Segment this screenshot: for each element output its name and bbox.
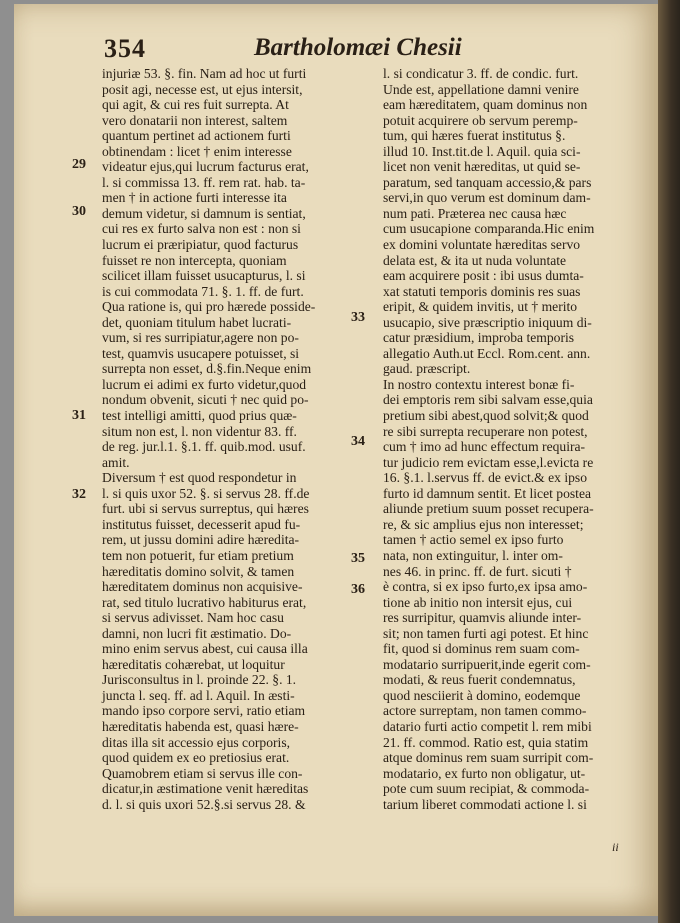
text-line: l. si commissa 13. ff. rem rat. hab. ta-	[102, 174, 306, 190]
text-line: mino enim servus abest, cui causa illa	[102, 641, 308, 657]
margin-number-31: 31	[72, 408, 86, 423]
text-line: delata est, & ita ut nuda voluntate	[383, 252, 567, 268]
text-line: modatario surripuerit,inde egerit com-	[383, 656, 591, 672]
text-line: catur præsidium, improba temporis	[383, 330, 575, 346]
text-line: ex domini voluntate hæreditas servo	[383, 237, 581, 253]
text-line: furto id damnum sentit. Et licet postea	[383, 485, 592, 501]
text-line: tamen † actio semel ex ipso furto	[383, 532, 564, 548]
left-text-column	[102, 66, 364, 812]
text-line: allegatio Auth.ut Eccl. Rom.cent. ann.	[383, 345, 591, 361]
text-line: men † in actione furti interesse ita	[102, 190, 287, 206]
right-text-column	[383, 66, 651, 812]
text-line: fuisset re non intercepta, quoniam	[102, 252, 287, 268]
text-line: nes 46. in princ. ff. de furt. sicuti †	[383, 563, 572, 579]
text-line: è contra, si ex ipso furto,ex ipsa amo-	[383, 579, 588, 595]
text-line: eam hæreditatem, quam dominus non	[383, 97, 588, 113]
text-line: test intelligi amitti, quod prius quæ-	[102, 408, 297, 424]
text-line: potuit acquirere ob servum peremp-	[383, 112, 578, 128]
text-line: cum † imo ad hunc effectum requira-	[383, 439, 586, 455]
margin-number-32: 32	[72, 487, 86, 502]
text-line: quod nesciierit à domino, eodemque	[383, 687, 581, 703]
margin-number-36: 36	[351, 582, 365, 597]
text-line: cui res ex furto salva non est : non si	[102, 221, 301, 237]
text-line: cum usucapione comparanda.Hic enim	[383, 221, 595, 237]
text-line: re, & sic amplius ejus non interesset;	[383, 516, 584, 532]
text-line: paratum, sed tanquam accessio,& pars	[383, 174, 592, 190]
text-line: In nostro contextu interest bonæ fi-	[383, 376, 575, 392]
text-line: obtinendam : licet † enim interesse	[102, 143, 292, 159]
running-title: Bartholomæi Chesii	[254, 34, 462, 61]
text-line: pretium sibi abest,quod solvit;& quod	[383, 408, 589, 424]
text-line: re sibi surrepta recuperare non potest,	[383, 423, 588, 439]
text-line: det, quoniam titulum habet lucrati-	[102, 314, 292, 330]
text-line: institutus fuisset, decesserit apud fu-	[102, 516, 301, 532]
text-line: modati, & reus fuerit condemnatus,	[383, 672, 576, 688]
margin-number-29: 29	[72, 157, 86, 172]
text-line: illud 10. Inst.tit.de l. Aquil. quia sci-	[383, 143, 581, 159]
text-line: test, quamvis usucapere potuisset, si	[102, 345, 300, 361]
text-line: d. l. si quis uxori 52.§.si servus 28. &	[102, 796, 306, 812]
text-line: Unde est, appellatione damni venire	[383, 81, 579, 97]
text-line: de reg. jur.l.1. §.1. ff. quib.mod. usuf.	[102, 439, 306, 455]
text-line: modatario, ex furto non obligatur, ut-	[383, 765, 586, 781]
text-line: sit; non tamen furti agi potest. Et hinc	[383, 625, 589, 641]
text-line: quod quidem ex eo pretiosius erat.	[102, 750, 290, 766]
text-line: rat, sed titulo lucrativo habiturus erat,	[102, 594, 307, 610]
text-line: licet non venit hæreditas, ut quid se-	[383, 159, 581, 175]
text-line: si servus adivisset. Nam hoc casu	[102, 610, 284, 626]
text-line: l. si condicatur 3. ff. de condic. furt.	[383, 66, 579, 81]
text-line: Quamobrem etiam si servus ille con-	[102, 765, 303, 781]
text-line: hæreditatis cohærebat, ut loquitur	[102, 656, 285, 672]
text-line: nata, non extinguitur, l. inter om-	[383, 547, 563, 563]
text-line: juncta l. seq. ff. ad l. Aquil. In æsti-	[102, 687, 295, 703]
text-line: furt. ubi si servus surreptus, qui hæres	[102, 501, 309, 517]
text-line: tem non potuerit, fur etiam pretium	[102, 547, 294, 563]
page-number: 354	[104, 34, 146, 63]
text-line: tum, qui hæres fuerat institutus §.	[383, 128, 566, 144]
text-line: Qua ratione is, qui pro hærede posside-	[102, 299, 316, 315]
text-line: nondum obvenit, sicuti † nec quid po-	[102, 392, 309, 408]
text-line: Diversum † est quod respondetur in	[102, 470, 297, 486]
text-line: fit, quod si dominus rem suam com-	[383, 641, 580, 657]
text-line: pote cum suum recipiat, & commoda-	[383, 781, 590, 797]
text-line: tur judicio rem evictam esse,l.evicta re	[383, 454, 594, 470]
text-line: posit agi, necesse est, ut ejus intersit,	[102, 81, 303, 97]
text-line: mando ipso corpore servi, ratio etiam	[102, 703, 306, 719]
text-line: xat statuti temporis dominis res suas	[383, 283, 581, 299]
text-line: situm non est, l. non videntur 83. ff.	[102, 423, 297, 439]
text-line: rem, ut jussu domini adire hæredita-	[102, 532, 300, 548]
text-line: is cui commodata 71. §. 1. ff. de furt.	[102, 283, 304, 299]
margin-number-34: 34	[351, 434, 365, 449]
catchword: ii	[612, 840, 619, 854]
text-line: quantum pertinet ad actionem furti	[102, 128, 291, 144]
text-line: dicatur,in æstimatione venit hæreditas	[102, 781, 309, 797]
text-line: hæreditatis habenda est, quasi hære-	[102, 718, 299, 734]
text-line: dei emptoris rem sibi salvam esse,quia	[383, 392, 593, 408]
text-line: videatur ejus,qui lucrum facturus erat,	[102, 159, 309, 175]
text-line: surrepta non esset, d.§.fin.Neque enim	[102, 361, 312, 377]
text-line: lucrum ei adimi ex furto videtur,quod	[102, 376, 307, 392]
text-line: amit.	[102, 454, 130, 470]
text-line: Jurisconsultus in l. proinde 22. §. 1.	[102, 672, 297, 688]
text-line: hæreditatis domino solvit, & tamen	[102, 563, 295, 579]
text-line: eam acquirere posit : ibi usus dumta-	[383, 268, 584, 284]
text-line: gaud. præscript.	[383, 361, 471, 377]
text-line: l. si quis uxor 52. §. si servus 28. ff.de	[102, 485, 310, 501]
text-line: tarium liberet commodati actione l. si	[383, 796, 587, 812]
text-line: vum, si res surripiatur,agere non po-	[102, 330, 299, 346]
text-line: eripit, & quidem invitis, ut † merito	[383, 299, 578, 315]
page-header	[104, 34, 644, 68]
text-line: vero donatarii non interest, saltem	[102, 112, 288, 128]
text-line: ditas illa sit accessio ejus corporis,	[102, 734, 291, 750]
book-spine-edge	[658, 0, 680, 923]
text-line: atque dominus rem suam surripit com-	[383, 750, 594, 766]
text-line: lucrum ei præripiatur, quod facturus	[102, 237, 299, 253]
text-line: datario furti actio competit l. rem mibi	[383, 718, 592, 734]
text-line: damni, non lucri fit æstimatio. Do-	[102, 625, 292, 641]
text-line: hæreditatem dominus non acquisive-	[102, 579, 303, 595]
text-line: aliunde pretium suum posset recupera-	[383, 501, 594, 517]
text-line: num pati. Præterea nec causa hæc	[383, 205, 567, 221]
text-line: injuriæ 53. §. fin. Nam ad hoc ut furti	[102, 66, 307, 81]
text-line: actore surreptam, non tamen commo-	[383, 703, 587, 719]
text-line: usucapio, sive præscriptio iniquum di-	[383, 314, 592, 330]
book-page	[14, 4, 662, 916]
text-line: 16. §.1. l.servus ff. de evict.& ex ipso	[383, 470, 587, 486]
text-line: scilicet illam fuisset usucapturus, l. si	[102, 268, 306, 284]
text-line: res surripitur, quamvis aliunde inter-	[383, 610, 582, 626]
margin-number-30: 30	[72, 204, 86, 219]
text-line: tione ab initio non intersit ejus, cui	[383, 594, 573, 610]
margin-number-35: 35	[351, 551, 365, 566]
text-line: demum videtur, si damnum is sentiat,	[102, 205, 306, 221]
text-line: 21. ff. commod. Ratio est, quia statim	[383, 734, 589, 750]
text-line: qui agit, & cui res fuit surrepta. At	[102, 97, 289, 113]
text-line: servi,in quo verum est dominum dam-	[383, 190, 591, 206]
margin-number-33: 33	[351, 310, 365, 325]
